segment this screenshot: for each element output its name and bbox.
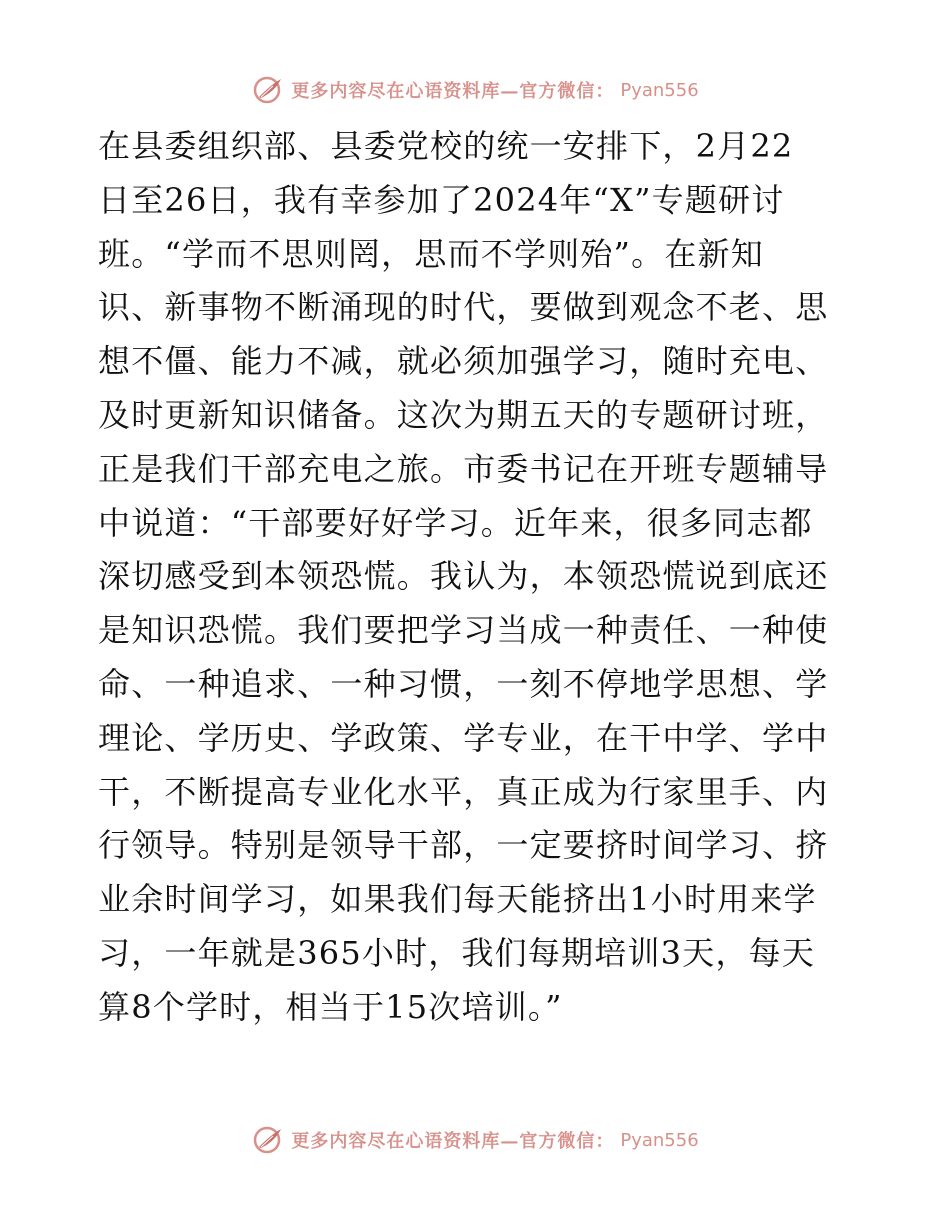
body-line: 在县委组织部、县委党校的统一安排下，2月22 [98, 127, 794, 165]
body-line: 深切感受到本领恐慌。我认为，本领恐慌说到底还 [98, 557, 829, 596]
body-line: 习，一年就是365小时，我们每期培训3天，每天 [98, 933, 816, 972]
body-line: 及时更新知识储备。这次为期五天的专题研讨班， [98, 395, 829, 434]
body-line: 班。“学而不思则罔，思而不学则殆”。在新知 [98, 234, 764, 273]
header-watermark [0, 72, 950, 108]
body-line: 行领导。特别是领导干部，一定要挤时间学习、挤 [98, 826, 829, 865]
footer-watermark [0, 1122, 950, 1158]
watermark-text: 更多内容尽在心语资料库—官方微信： [291, 1131, 615, 1152]
body-line: 识、新事物不断涌现的时代，要做到观念不老、思 [98, 288, 829, 327]
watermark-wechat-id: Pyan556 [620, 1129, 699, 1151]
watermark-wechat-id: Pyan556 [620, 79, 699, 101]
body-line: 理论、学历史、学政策、学专业，在干中学、学中 [98, 718, 829, 757]
feather-logo-icon [251, 75, 285, 105]
feather-logo-icon [251, 1125, 285, 1155]
body-line: 干，不断提高专业化水平，真正成为行家里手、内 [98, 772, 829, 811]
body-line: 命、一种追求、一种习惯，一刻不停地学思想、学 [98, 664, 829, 703]
body-line: 算8个学时，相当于15次培训。” [98, 987, 563, 1026]
body-line: 想不僵、能力不减，就必须加强学习，随时充电、 [98, 342, 829, 381]
body-line: 日至26日，我有幸参加了2024年“X”专题研讨 [98, 180, 785, 219]
body-line: 中说道：“干部要好好学习。近年来，很多同志都 [98, 503, 813, 542]
watermark-text: 更多内容尽在心语资料库—官方微信： [291, 81, 615, 102]
body-line: 业余时间学习，如果我们每天能挤出1小时用来学 [98, 880, 817, 919]
body-line: 正是我们干部充电之旅。市委书记在开班专题辅导 [98, 449, 829, 488]
document-body [98, 120, 858, 1035]
body-line: 是知识恐慌。我们要把学习当成一种责任、一种使 [98, 611, 829, 650]
